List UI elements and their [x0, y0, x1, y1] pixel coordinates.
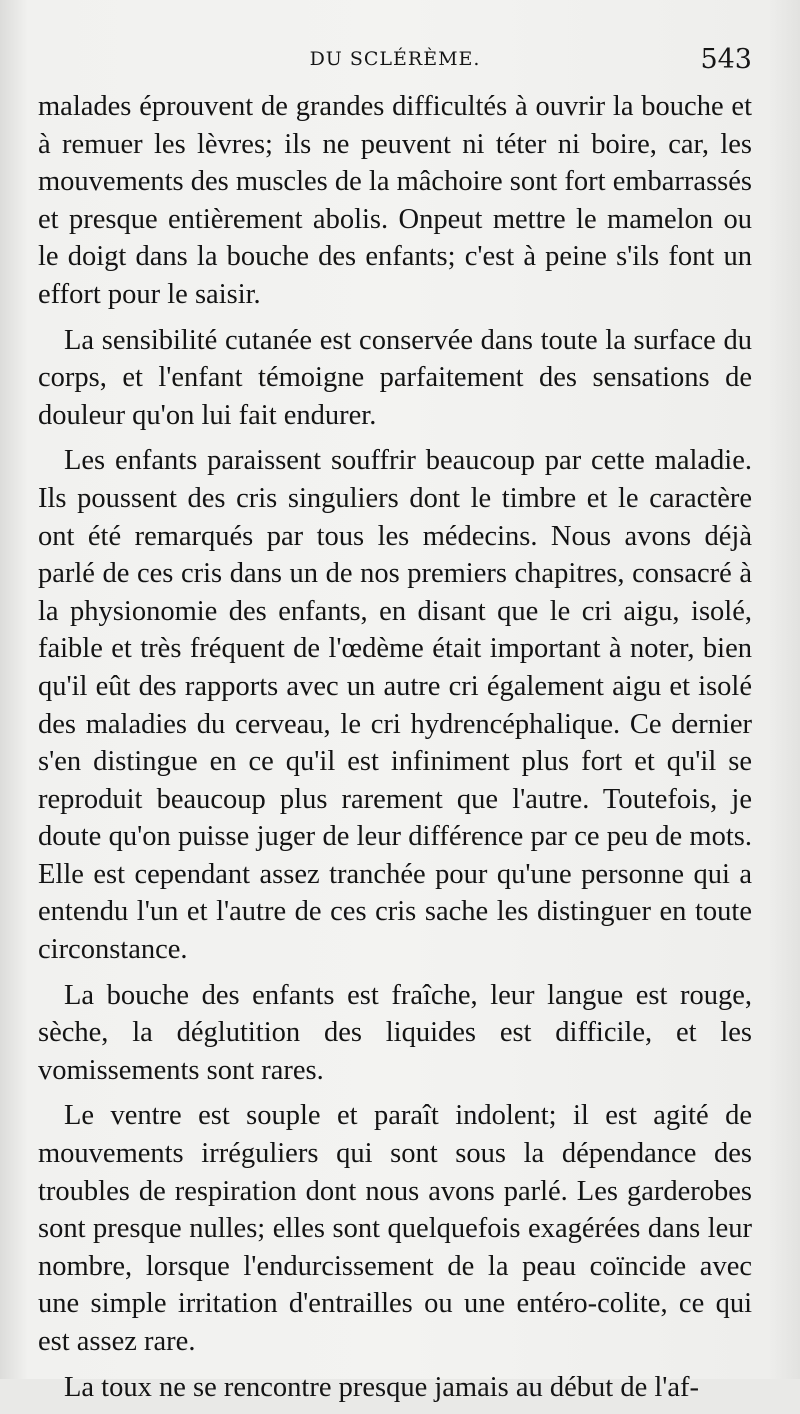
paragraph: malades éprouvent de grandes difficultés à ouvrir la bouche et à remuer les lèvres; ils ne peuvent ni téter ni boire, car, les mouvements des muscles de la mâchoire sont fort embarrassés et presque entièrement abolis. Onpeut mettre le mamelon ou le doigt dans la bouche des enfants; c'est à peine s'ils font un effort pour le saisir. [38, 91, 752, 310]
running-head [38, 44, 752, 80]
body-text [38, 88, 752, 1414]
paragraph: La sensibilité cutanée est conservée dans toute la surface du corps, et l'enfant témoigne parfaitement des sensations de douleur qu'on lui fait endurer. [38, 324, 752, 431]
running-title: DU SCLÉRÈME. [309, 48, 481, 70]
page-number: 543 [700, 44, 752, 75]
paragraph: La toux ne se rencontre presque jamais au début de l'af- [64, 1371, 700, 1403]
paragraph: Les enfants paraissent souffrir beaucoup par cette maladie. Ils poussent des cris singuliers dont le timbre et le caractère ont été remarqués par tous les médecins. Nous avons déjà parlé de ces cris dans un de nos premiers chapitres, consacré à la physionomie des enfants, en disant que le cri aigu, isolé, faible et très fréquent de l'œdème était important à noter, bien qu'il eût des rapports avec un autre cri également aigu et isolé des maladies du cerveau, le cri hydrencéphalique. Ce dernier s'en distingue en ce qu'il est infiniment plus fort et qu'il se reproduit beaucoup plus rarement que l'autre. Toutefois, je doute qu'on puisse juger de leur différence par ce peu de mots. Elle est cependant assez tranchée pour qu'une personne qui a entendu l'un et l'autre de ces cris sache les distinguer en toute circonstance. [38, 445, 752, 966]
paragraph: Le ventre est souple et paraît indolent; il est agité de mouvements irréguliers qui sont sous la dépendance des troubles de respiration dont nous avons parlé. Les garderobes sont presque nulles; elles sont quelquefois exagérées dans leur nombre, lorsque l'endurcissement de la peau coïncide avec une simple irritation d'entrailles ou une entéro-colite, ce qui est assez rare. [38, 1100, 752, 1357]
paragraph: La bouche des enfants est fraîche, leur langue est rouge, sèche, la déglutition des liquides est difficile, et les vomissements sont rares. [38, 979, 752, 1086]
